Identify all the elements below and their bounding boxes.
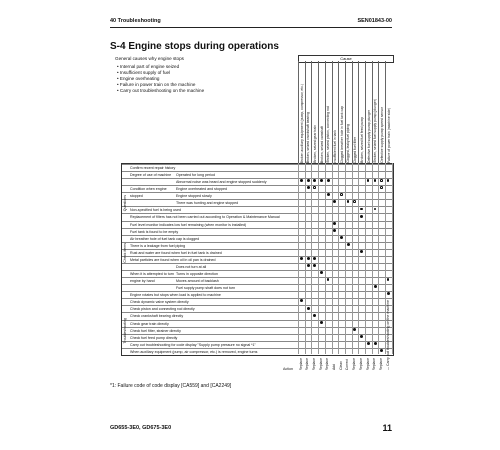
cause-label: Insufficient fuel in tank	[333, 129, 337, 163]
action-text: Replace	[372, 357, 377, 370]
action-text: Replace	[325, 357, 330, 370]
cause-marker-filled	[327, 179, 330, 182]
general-cause-item: • Insufficient supply of fuel	[117, 70, 204, 76]
action-cell	[332, 354, 338, 370]
action-text: Replace	[305, 357, 310, 370]
cause-label: Defective supply pump speed sensor	[379, 107, 384, 163]
row-item: Metal particles are found when oil in oil pan is drained	[130, 257, 216, 262]
row-item: Fuel tank is found to be empty	[130, 229, 179, 234]
cause-label: Broken, seized gear train	[312, 125, 317, 163]
section-check-items: Check items	[123, 243, 127, 263]
row-item: There is a leakage from fuel piping	[130, 243, 186, 248]
general-causes	[115, 56, 204, 94]
general-cause-item: • Engine overheating	[117, 76, 204, 82]
cause-label: Failure of power train (machine side)	[386, 107, 391, 163]
row-detail: Does not turn at all	[176, 264, 207, 269]
action-cell	[338, 354, 344, 370]
cause-label: Broken, seized crankshaft bearing	[306, 111, 311, 163]
row-item: Check crankshaft bearing directly	[130, 314, 184, 319]
action-text: Add	[332, 363, 336, 370]
general-cause-item: • Carry out troubleshooting on the machine	[117, 88, 204, 94]
row-detail: There was hunting and engine stopped	[176, 201, 239, 206]
cause-marker-filled	[307, 307, 310, 310]
causes-header: Cause	[298, 55, 394, 63]
action-text: Replace	[365, 357, 370, 370]
action-text: Replace	[298, 357, 303, 370]
grid-line	[392, 163, 393, 354]
row-item: Check fuel feed pump directly	[130, 335, 178, 340]
row-item: Fuel level monitor indicates low fuel remaining (when monitor is installed)	[130, 222, 247, 227]
cause-column-header	[385, 61, 392, 164]
cause-label: Clogged fuel filter	[353, 136, 358, 163]
row-detail: Engine stopped slowly	[176, 194, 212, 199]
page-number: 11	[382, 423, 392, 433]
cause-marker-open	[353, 200, 356, 203]
document-code: SEN01843-00	[357, 18, 392, 24]
grid-line	[338, 163, 339, 354]
action-cell	[352, 354, 358, 370]
row-item: Air breather hole of fuel tank cap is clogged	[130, 236, 200, 241]
action-cell	[372, 354, 378, 370]
row-detail: Fuel supply pump shaft does not turn	[176, 286, 236, 291]
row-item: When it is attempted to turn	[130, 272, 174, 277]
cause-marker-open	[380, 179, 383, 182]
machine-troubleshoot-note: Carry out troubleshooting on the machine	[386, 300, 391, 366]
action-cell	[318, 354, 324, 370]
action-text: Replace	[352, 357, 357, 370]
row-item: stopped	[130, 194, 143, 199]
grid-line	[372, 163, 373, 354]
row-item: Carry out troubleshooting for code display "Supply pump pressure no signal *1"	[130, 342, 256, 347]
grid-line	[358, 163, 359, 354]
action-text: Replace	[378, 357, 383, 370]
action-cell	[358, 354, 364, 370]
model-name: GD655-3E0, GD675-3E0	[110, 425, 172, 431]
row-item: Check dynamic valve system directly	[130, 300, 189, 305]
page-header	[110, 18, 392, 28]
cause-marker-filled	[340, 236, 343, 239]
cause-marker-open	[360, 208, 363, 211]
grid-line	[345, 163, 346, 354]
cause-label: Broken, seized camshaft	[319, 125, 324, 163]
cause-marker-filled	[374, 285, 377, 288]
cause-label: Broken auxiliary equipment (pump, compressor, etc.)	[299, 83, 304, 163]
action-cell	[345, 354, 351, 370]
row-item: Condition when engine	[130, 187, 167, 192]
page-title: S-4 Engine stops during operations	[110, 41, 279, 52]
section-title: 40 Troubleshooting	[110, 18, 161, 24]
general-cause-item: • Failure in power train on the machine	[117, 82, 204, 88]
action-cell	[365, 354, 371, 370]
cause-marker-filled	[307, 186, 310, 189]
cause-marker-open	[340, 193, 343, 196]
row-item: Check fuel filter, strainer directly	[130, 328, 181, 333]
troubleshooting-table	[121, 163, 394, 356]
cause-marker-open	[380, 186, 383, 189]
cause-marker-open	[374, 179, 377, 182]
action-cell	[325, 354, 331, 370]
cause-marker-filled	[307, 257, 310, 260]
cause-label: Clogged, leaky fuel piping	[346, 124, 351, 163]
action-label: Action	[283, 367, 293, 371]
row-item: Engine rotates but stops when load is applied to machine	[130, 293, 221, 298]
footnote: *1: Failure code of code display [CA559] and [CA2249]	[110, 383, 232, 389]
row-item: Confirm recent repair history	[130, 166, 176, 170]
action-text: Replace	[311, 357, 316, 370]
row-detail: Abnormal noise was heard and engine stopped suddenly	[176, 180, 267, 185]
cause-label: Broken, seized fuel feed pump	[359, 117, 364, 163]
action-text: Clean	[338, 361, 343, 370]
row-item: Check piston and connecting rod directly	[130, 307, 195, 312]
grid-line	[325, 163, 326, 354]
action-cell	[305, 354, 311, 370]
cause-marker-filled	[313, 314, 316, 317]
general-causes-heading: General causes why engine stops	[115, 56, 184, 61]
general-cause-item: • Internal part of engine seized	[117, 64, 204, 70]
grid-line	[352, 163, 353, 354]
row-item: Check gear train directly	[130, 321, 169, 326]
grid-line	[332, 163, 333, 354]
cause-marker-filled	[360, 215, 363, 218]
row-detail: Engine overheated and stopped	[176, 187, 227, 192]
action-cell	[311, 354, 317, 370]
cause-marker-filled	[360, 335, 363, 338]
row-detail: Operated for long period	[176, 173, 215, 178]
action-cell	[298, 354, 304, 370]
cause-marker-filled	[367, 342, 370, 345]
row-item: When auxiliary equipment (pump, air compressor, etc.) is removed, engine turns	[130, 349, 258, 354]
action-text: —	[385, 366, 390, 370]
row-item: engine by hand	[130, 279, 155, 284]
cause-label: Broken, seized fuel supply pump (plunger)	[373, 99, 378, 163]
cause-marker-open	[313, 186, 316, 189]
action-text: Replace	[358, 357, 363, 370]
action-cell	[378, 354, 384, 370]
row-detail: Moves amount of backlash	[176, 279, 219, 284]
row-item: Rust and water are found when fuel in fuel tank is drained	[130, 250, 222, 255]
cause-marker-open	[327, 278, 330, 281]
cause-marker-filled	[320, 321, 323, 324]
cause-label: Broken, seized piston, connecting rod	[326, 106, 331, 163]
cause-marker-filled	[307, 264, 310, 267]
grid-line	[318, 163, 319, 354]
grid-line	[365, 163, 366, 354]
row-detail: Turns in opposite direction	[176, 272, 219, 277]
section-questions: Questions	[123, 195, 127, 212]
cause-marker-filled	[374, 342, 377, 345]
cause-label: Clogged breather hole in fuel tank cap	[339, 105, 344, 163]
row-item: Degree of use of machine	[130, 173, 172, 178]
cause-marker-filled	[347, 243, 350, 246]
row-item: Replacement of filters has not been carried out according to Operation & Maintenance Manual	[130, 215, 280, 220]
section-troubleshooting: Troubleshooting	[123, 318, 127, 344]
action-text: Replace	[318, 357, 323, 370]
grid-line	[305, 163, 306, 354]
cause-label: Defective fuel supply pump plunger	[366, 110, 371, 163]
cause-marker-filled	[307, 179, 310, 182]
row-item: Non-specified fuel is being used	[130, 208, 181, 213]
cause-marker-filled	[300, 257, 303, 260]
grid-line	[378, 163, 379, 354]
action-text: Correct	[345, 358, 350, 370]
grid-line	[298, 163, 299, 354]
